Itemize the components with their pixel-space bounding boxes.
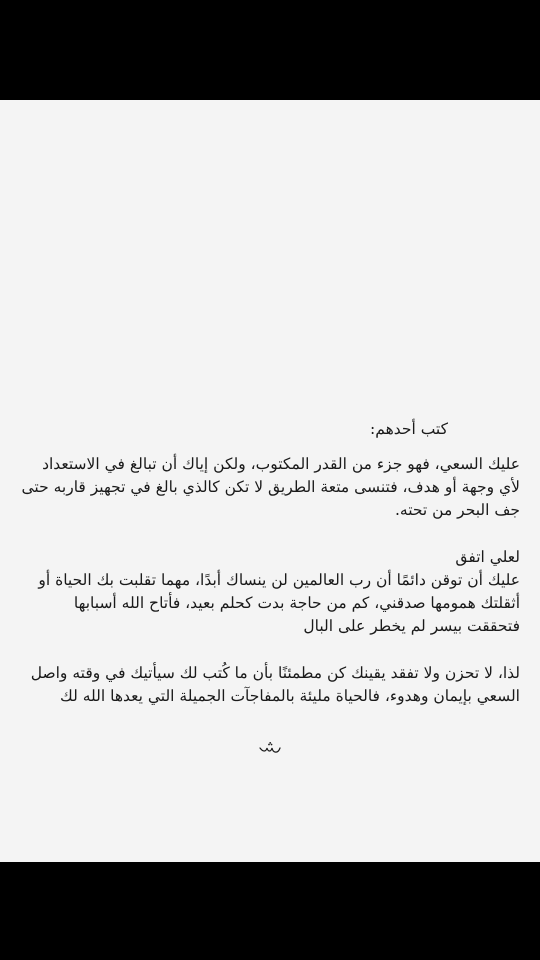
document-page [0, 100, 540, 862]
top-letterbox [0, 0, 540, 100]
heading: كتب أحدهم: [370, 420, 448, 438]
signature-mark [258, 742, 282, 756]
paragraph-2: عليك أن توقن دائمًا أن رب العالمين لن ينساك أبدًا، مهما تقلبت بك الحياة أو أثقلتك همومها صدقني، كم من حاجة بدت كحلم بعيد، فأتاح الله أسبابها فتحققت بيسر لم يخطر على البال [38, 571, 520, 635]
bottom-letterbox [0, 862, 540, 960]
paragraph-2-block [20, 546, 520, 638]
paragraph-2-title: لعلي اتفق [455, 548, 520, 566]
paragraph-1: عليك السعي، فهو جزء من القدر المكتوب، ولكن إياك أن تبالغ في الاستعداد لأي وجهة أو هدف، فتنسى متعة الطريق لا تكن كالذي بالغ في تجهيز قاربه حتى جف البحر من تحته. [21, 455, 520, 519]
paragraph-3: لذا، لا تحزن ولا تفقد يقينك كن مطمئنًا بأن ما كُتب لك سيأتيك في وقته واصل السعي بإيمان وهدوء، فالحياة مليئة بالمفاجآت الجميلة التي يعدها الله لك [30, 664, 520, 705]
